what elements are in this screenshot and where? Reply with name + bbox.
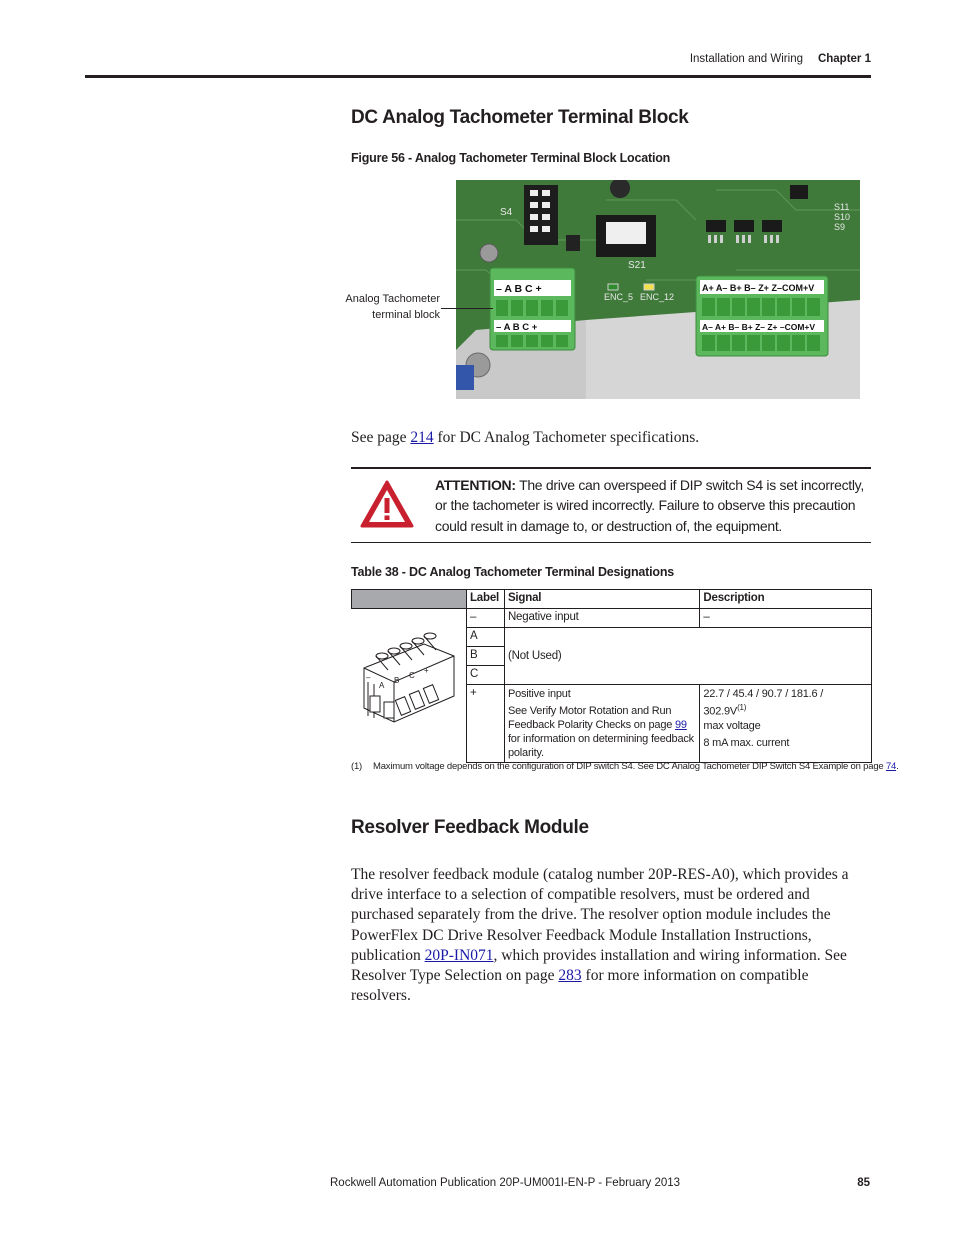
link-20p-in071[interactable]: 20P-IN071 bbox=[424, 946, 494, 964]
cell-label-a: A bbox=[466, 628, 504, 647]
desc-plus-voltage bbox=[703, 687, 868, 719]
cell-desc-plus bbox=[700, 685, 872, 763]
section-title-tachometer: DC Analog Tachometer Terminal Block bbox=[351, 107, 689, 128]
resolver-paragraph bbox=[351, 865, 871, 1006]
label-enc12: ENC_12 bbox=[640, 292, 675, 302]
encoder-bottom-legend: A– A+ B– B+ Z– Z+ –COM+V bbox=[702, 322, 816, 332]
table-row bbox=[352, 609, 872, 628]
link-page-214[interactable]: 214 bbox=[410, 429, 434, 446]
warning-triangle-icon bbox=[359, 479, 415, 529]
cell-label-b: B bbox=[466, 647, 504, 666]
cell-signal-minus: Negative input bbox=[504, 609, 699, 628]
connector-letter-a: A bbox=[378, 680, 384, 690]
cell-not-used: (Not Used) bbox=[504, 628, 871, 685]
signal-plus-prefix: See Verify Motor Rotation and Run Feedback Polarity Checks on page bbox=[507, 705, 676, 731]
label-enc5: ENC_5 bbox=[604, 292, 634, 302]
desc-voltage-text: 22.7 / 45.4 / 90.7 / 181.6 / 302.9V bbox=[703, 688, 824, 718]
cell-label-c: C bbox=[466, 666, 504, 685]
cell-label-minus: – bbox=[466, 609, 504, 628]
attention-bottom-rule bbox=[351, 542, 871, 543]
table-caption: Table 38 - DC Analog Tachometer Terminal Designations bbox=[351, 565, 675, 579]
label-s11: S11 bbox=[834, 202, 850, 212]
encoder-top-legend: A+ A– B+ B– Z+ Z–COM+V bbox=[702, 283, 815, 293]
signal-plus-line2 bbox=[508, 704, 696, 760]
resolver-text-3: for more information on compatible resolvers. bbox=[351, 967, 809, 1005]
attention-text bbox=[435, 475, 865, 536]
attention-body: The drive can overspeed if DIP switch S4 is set incorrectly, or the tachometer is wired incorrectly. Failure to observe this precaution could result in damage to, or destruction of, the equipment. bbox=[435, 477, 864, 534]
connector-letter-c: C bbox=[408, 670, 415, 680]
footnote-number: (1) bbox=[351, 761, 363, 772]
connector-image-cell bbox=[352, 609, 467, 763]
running-header-chapter: Chapter 1 bbox=[817, 53, 871, 65]
desc-plus-max: max voltage bbox=[703, 719, 761, 732]
signal-plus-line1: Positive input bbox=[507, 688, 571, 700]
photo-callout-line1: Analog Tachometer bbox=[345, 293, 440, 305]
label-s21: S21 bbox=[628, 260, 646, 271]
resolver-text-1: The resolver feedback module (catalog number 20P-RES-A0), which provides a drive interface to a selection of compatible resolvers, must be ordered and purchased separately from the drive. The resolver option module includes the PowerFlex DC Drive Resolver Feedback Module Installation Instructions, publication bbox=[351, 866, 849, 964]
terminal-designations-table bbox=[351, 589, 872, 763]
signal-plus-suffix: for information on determining feedback polarity. bbox=[507, 733, 694, 759]
attention-top-rule bbox=[351, 467, 871, 469]
section-title-resolver: Resolver Feedback Module bbox=[351, 817, 589, 838]
header-label: Label bbox=[466, 590, 504, 609]
connector-letter-plus: + bbox=[423, 665, 429, 675]
desc-plus-current: 8 mA max. current bbox=[703, 736, 790, 749]
connector-letter-b: B bbox=[393, 675, 399, 685]
see-page-suffix: for DC Analog Tachometer specifications. bbox=[433, 429, 700, 446]
footnote-text: Maximum voltage depends on the configuration of DIP switch S4. See DC Analog Tachometer DIP Switch S4 Example on page bbox=[373, 761, 886, 772]
link-page-74[interactable]: 74 bbox=[885, 761, 897, 772]
label-s10: S10 bbox=[834, 212, 851, 222]
see-page-paragraph bbox=[351, 428, 699, 448]
running-header-section: Installation and Wiring bbox=[689, 53, 803, 65]
photo-callout-label bbox=[345, 291, 440, 323]
table-header-row bbox=[352, 590, 872, 609]
link-page-99[interactable]: 99 bbox=[675, 719, 687, 731]
terminal-top-legend: – A B C + bbox=[496, 283, 542, 295]
see-page-prefix: See page bbox=[351, 429, 411, 446]
cell-desc-minus: – bbox=[700, 609, 872, 628]
label-s4: S4 bbox=[500, 207, 513, 218]
link-page-283[interactable]: 283 bbox=[558, 967, 582, 985]
figure-caption: Figure 56 - Analog Tachometer Terminal Block Location bbox=[351, 151, 671, 165]
photo-callout-line2: terminal block bbox=[372, 309, 440, 321]
label-s9: S9 bbox=[834, 222, 846, 232]
pcb-illustration bbox=[456, 180, 860, 399]
attention-label: ATTENTION: bbox=[435, 477, 516, 493]
footer-page-number: 85 bbox=[857, 1177, 870, 1189]
footnote-ref: (1) bbox=[737, 703, 747, 712]
cell-signal-plus bbox=[504, 685, 699, 763]
header-rule bbox=[85, 75, 871, 78]
header-signal: Signal bbox=[504, 590, 699, 609]
terminal-block-photo bbox=[456, 180, 860, 399]
connector-drawing bbox=[354, 626, 464, 746]
resolver-text-2: , which provides installation and wiring information. See Resolver Type Selection on page bbox=[351, 946, 847, 985]
header-description: Description bbox=[700, 590, 872, 609]
cell-label-plus: + bbox=[466, 685, 504, 763]
terminal-bottom-legend: – A B C + bbox=[496, 322, 538, 333]
photo-callout-leader bbox=[441, 308, 493, 309]
header-blank bbox=[352, 590, 467, 609]
connector-letter-minus: – bbox=[365, 672, 370, 682]
footnote-end: . bbox=[896, 761, 899, 772]
footer-publication: Rockwell Automation Publication 20P-UM001I-EN-P - February 2013 bbox=[330, 1177, 681, 1189]
table-footnote bbox=[351, 761, 899, 772]
